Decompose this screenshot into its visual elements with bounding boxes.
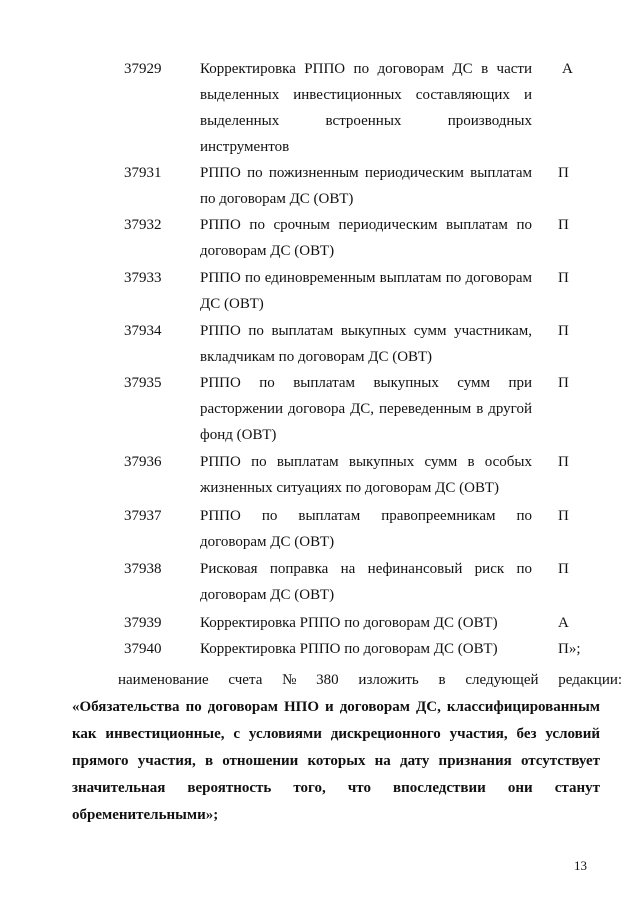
account-type: П: [558, 454, 569, 470]
account-type: А: [558, 615, 569, 631]
amendment-intro-paragraph: наименование счета № 380 изложить в следующей редакции:: [118, 672, 623, 688]
account-code: 37939: [124, 615, 162, 631]
account-name: РППО по выплатам выкупных сумм при расторжении договора ДС, переведенным в другой фонд (ОВТ): [200, 375, 532, 443]
account-name: РППО по выплатам выкупных сумм в особых жизненных ситуациях по договорам ДС (ОВТ): [200, 454, 532, 496]
account-name: Корректировка РППО по договорам ДС (ОВТ): [200, 615, 498, 631]
account-code: 37938: [124, 561, 162, 577]
account-type: П: [558, 217, 569, 233]
account-name: РППО по пожизненным периодическим выплатам по договорам ДС (ОВТ): [200, 165, 532, 207]
account-code: 37932: [124, 217, 162, 233]
account-code: 37934: [124, 323, 162, 339]
account-name: РППО по выплатам выкупных сумм участникам, вкладчикам по договорам ДС (ОВТ): [200, 323, 532, 365]
account-type: П: [558, 375, 569, 391]
account-code: 37940: [124, 641, 162, 657]
account-380-new-name: «Обязательства по договорам НПО и договорам ДС, классифицированным как инвестиционные, с условиями дискреционного участия, без условий прямого участия, в отношении которых на дату признания отсутствует значительная вероятность того, что впоследствии они станут обременительными»;: [72, 699, 600, 823]
account-type: П: [558, 323, 569, 339]
account-code: 37935: [124, 375, 162, 391]
account-type: П: [558, 561, 569, 577]
account-type: П: [558, 165, 569, 181]
account-code: 37929: [124, 61, 162, 77]
account-name: РППО по единовременным выплатам по договорам ДС (ОВТ): [200, 270, 532, 312]
account-code: 37936: [124, 454, 162, 470]
account-type: П: [558, 508, 569, 524]
account-name: Рисковая поправка на нефинансовый риск по договорам ДС (ОВТ): [200, 561, 532, 603]
account-type: П: [558, 270, 569, 286]
page-number: 13: [574, 858, 587, 873]
account-type: А: [562, 61, 573, 77]
account-name: РППО по срочным периодическим выплатам по договорам ДС (ОВТ): [200, 217, 532, 259]
account-code: 37937: [124, 508, 162, 524]
account-type: П»;: [558, 641, 581, 657]
account-code: 37931: [124, 165, 162, 181]
account-name: Корректировка РППО по договорам ДС (ОВТ): [200, 641, 498, 657]
account-code: 37933: [124, 270, 162, 286]
account-name: Корректировка РППО по договорам ДС в части выделенных инвестиционных составляющих и выделенных встроенных производных инструментов: [200, 61, 532, 155]
account-name: РППО по выплатам правопреемникам по договорам ДС (ОВТ): [200, 508, 532, 550]
